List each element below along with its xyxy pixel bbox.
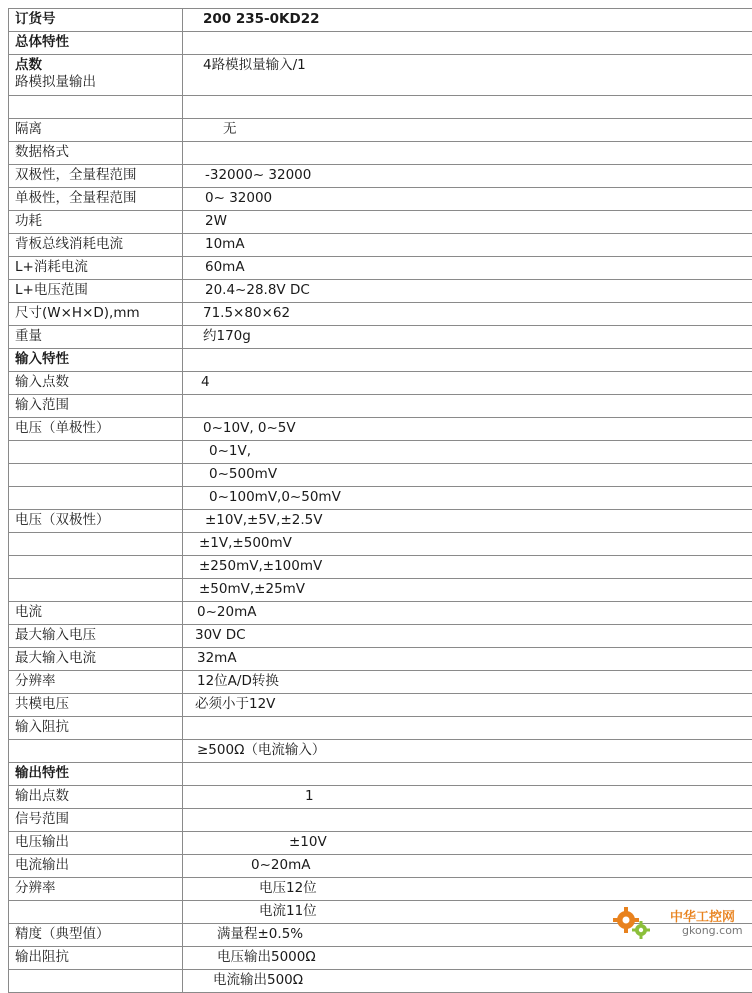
input-row-label [9, 464, 183, 487]
output-row-label: 输出阻抗 [9, 947, 183, 970]
input-row-label: 最大输入电压 [9, 625, 183, 648]
input-row-value: 30V DC [183, 625, 752, 648]
input-row-label [9, 740, 183, 763]
input-row-value: 12位A/D转换 [183, 671, 752, 694]
spec-table [8, 8, 752, 993]
general-row [9, 165, 752, 188]
output-row-label: 电压输出 [9, 832, 183, 855]
input-row-value: 必须小于12V [183, 694, 752, 717]
input-row [9, 372, 752, 395]
input-heading: 输入特性 [9, 349, 183, 372]
input-row-label [9, 487, 183, 510]
input-row [9, 464, 752, 487]
general-row [9, 188, 752, 211]
output-row-value: 电压12位 [183, 878, 752, 901]
input-row [9, 556, 752, 579]
general-row-label: 背板总线消耗电流 [9, 234, 183, 257]
input-row-value [183, 395, 752, 418]
input-row-value: 0~500mV [183, 464, 752, 487]
input-row-value: 32mA [183, 648, 752, 671]
general-row-value: 10mA [183, 234, 752, 257]
output-row-value: 1 [183, 786, 752, 809]
output-row [9, 832, 752, 855]
general-row-value: -32000~ 32000 [183, 165, 752, 188]
output-row-label: 电流输出 [9, 855, 183, 878]
input-row [9, 671, 752, 694]
input-row-label [9, 579, 183, 602]
input-row [9, 510, 752, 533]
points-label-1: 点数 [15, 57, 42, 73]
output-heading: 输出特性 [9, 763, 183, 786]
general-row-label: 数据格式 [9, 142, 183, 165]
input-row-value: ±250mV,±100mV [183, 556, 752, 579]
input-row-label: 最大输入电流 [9, 648, 183, 671]
general-row [9, 257, 752, 280]
order-row [9, 9, 752, 32]
input-row-value: 0~100mV,0~50mV [183, 487, 752, 510]
general-row-value: 60mA [183, 257, 752, 280]
general-row-value: 2W [183, 211, 752, 234]
points-label [9, 55, 183, 96]
order-label: 订货号 [9, 9, 183, 32]
points-label-2: 路模拟量输出 [15, 74, 96, 90]
input-row-value: 0~10V, 0~5V [183, 418, 752, 441]
input-row-value: ±10V,±5V,±2.5V [183, 510, 752, 533]
general-row [9, 303, 752, 326]
input-row [9, 579, 752, 602]
input-row-label: 电压（双极性） [9, 510, 183, 533]
output-heading-empty [183, 763, 752, 786]
general-row-label: 双极性，全量程范围 [9, 165, 183, 188]
general-row-label [9, 96, 183, 119]
watermark-brand: 中华工控网 [670, 906, 735, 925]
general-row [9, 326, 752, 349]
general-row-label: 隔离 [9, 119, 183, 142]
output-row-label: 精度（典型值） [9, 924, 183, 947]
points-row [9, 55, 752, 96]
input-heading-empty [183, 349, 752, 372]
general-row-value [183, 96, 752, 119]
output-row-label [9, 901, 183, 924]
output-row [9, 878, 752, 901]
input-row [9, 487, 752, 510]
input-row-label: 输入点数 [9, 372, 183, 395]
output-row-value: 电流输出500Ω [183, 970, 752, 993]
output-row-value: 满量程±0.5% [183, 924, 752, 947]
input-row [9, 740, 752, 763]
general-row [9, 142, 752, 165]
general-heading-row [9, 32, 752, 55]
general-row-label: L+电压范围 [9, 280, 183, 303]
input-row-label: 输入范围 [9, 395, 183, 418]
input-row-label [9, 533, 183, 556]
input-row [9, 441, 752, 464]
general-row [9, 119, 752, 142]
input-row [9, 717, 752, 740]
order-value: 200 235-0KD22 [183, 9, 752, 32]
output-row-value: 电流11位 [183, 901, 752, 924]
input-row [9, 648, 752, 671]
input-row-label: 电流 [9, 602, 183, 625]
input-row-value: ±1V,±500mV [183, 533, 752, 556]
general-row-label: 功耗 [9, 211, 183, 234]
output-row-value: 0~20mA [183, 855, 752, 878]
general-row-value: 71.5×80×62 [183, 303, 752, 326]
output-row-label: 信号范围 [9, 809, 183, 832]
input-row [9, 694, 752, 717]
output-row-label: 输出点数 [9, 786, 183, 809]
general-row [9, 96, 752, 119]
general-row [9, 234, 752, 257]
general-row-label: 单极性，全量程范围 [9, 188, 183, 211]
general-row-value: 无 [183, 119, 752, 142]
input-row [9, 418, 752, 441]
output-row [9, 947, 752, 970]
output-row-value: 电压输出5000Ω [183, 947, 752, 970]
general-row [9, 280, 752, 303]
general-row-label: L+消耗电流 [9, 257, 183, 280]
input-row [9, 395, 752, 418]
input-row-value: ≥500Ω（电流输入） [183, 740, 752, 763]
general-row-label: 尺寸(W×H×D),mm [9, 303, 183, 326]
input-row-label [9, 556, 183, 579]
output-row-label: 分辨率 [9, 878, 183, 901]
input-row-value: 4 [183, 372, 752, 395]
input-row-label: 电压（单极性） [9, 418, 183, 441]
input-row-value [183, 717, 752, 740]
output-row [9, 786, 752, 809]
output-row [9, 809, 752, 832]
input-row [9, 625, 752, 648]
input-heading-row [9, 349, 752, 372]
general-heading-empty [183, 32, 752, 55]
input-row-label: 分辨率 [9, 671, 183, 694]
input-row-label: 共模电压 [9, 694, 183, 717]
output-heading-row [9, 763, 752, 786]
general-row-value: 0~ 32000 [183, 188, 752, 211]
watermark-domain: gkong.com [682, 924, 743, 937]
general-row-value: 20.4~28.8V DC [183, 280, 752, 303]
general-heading: 总体特性 [9, 32, 183, 55]
output-row-value: ±10V [183, 832, 752, 855]
input-row-value: 0~20mA [183, 602, 752, 625]
input-row-value: 0~1V, [183, 441, 752, 464]
input-row-label: 输入阻抗 [9, 717, 183, 740]
general-row [9, 211, 752, 234]
input-row-label [9, 441, 183, 464]
input-row [9, 533, 752, 556]
general-row-label: 重量 [9, 326, 183, 349]
general-row-value: 约170g [183, 326, 752, 349]
input-row [9, 602, 752, 625]
output-row-label [9, 970, 183, 993]
general-row-value [183, 142, 752, 165]
gear-icon [612, 904, 652, 940]
output-row-value [183, 809, 752, 832]
watermark-logo [612, 902, 744, 942]
points-value: 4路模拟量输入/1 [183, 55, 752, 96]
input-row-value: ±50mV,±25mV [183, 579, 752, 602]
output-row [9, 970, 752, 993]
output-row [9, 855, 752, 878]
spec-table-body [9, 9, 752, 993]
